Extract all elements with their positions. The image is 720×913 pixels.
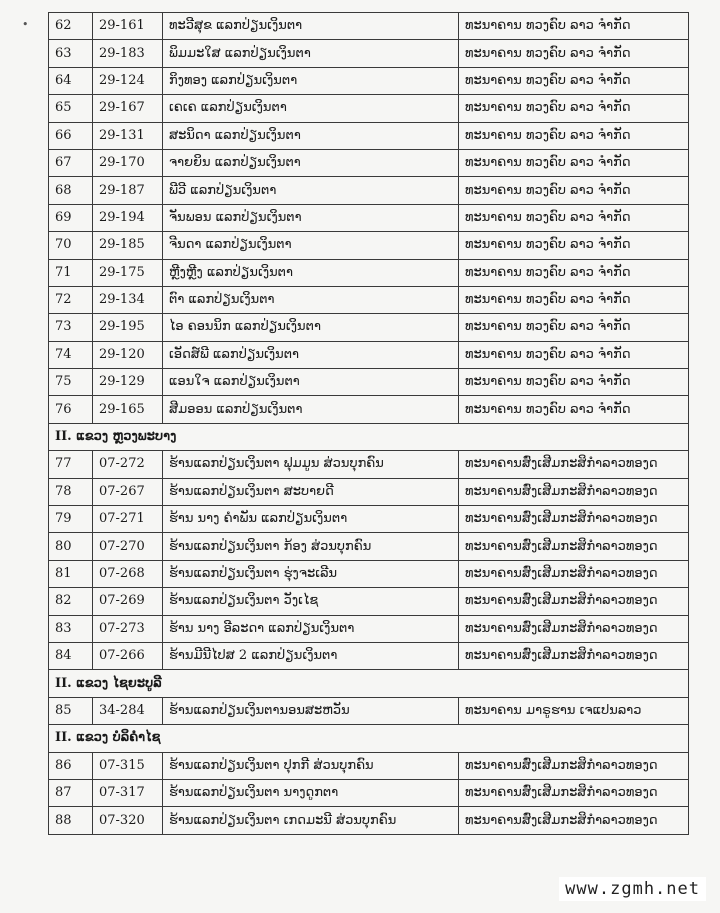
exchange-name: ຮ້ານ ນາງ ອີລະດາ ແລກປ່ຽນເງິນຕາ <box>163 615 459 642</box>
exchange-name: ພີວີ ແລກປ່ຽນເງິນຕາ <box>163 177 459 204</box>
exchange-name: ຮ້ານແລກປ່ຽນເງິນຕາ ວັງເໄຊ <box>163 588 459 615</box>
license-code: 07-317 <box>93 779 163 806</box>
section-row <box>49 725 689 752</box>
license-code: 29-167 <box>93 95 163 122</box>
row-number: 76 <box>49 396 93 423</box>
exchange-name: ເຄເຄ ແລກປ່ຽນເງິນຕາ <box>163 95 459 122</box>
exchange-name: ຮ້ານແລກປ່ຽນເງິນຕາ ປຸກກີ ສ່ວນບຸກຄົນ <box>163 752 459 779</box>
license-code: 34-284 <box>93 697 163 724</box>
bank-name: ທະນາຄານ ທວງຄົບ ລາວ ຈຳກັດ <box>459 259 689 286</box>
license-code: 07-315 <box>93 752 163 779</box>
row-number: 71 <box>49 259 93 286</box>
license-code: 29-183 <box>93 40 163 67</box>
license-code: 07-271 <box>93 506 163 533</box>
bank-name: ທະນາຄານສົ່ງເສີມກະສິກຳລາວທອງດ <box>459 451 689 478</box>
exchange-name: ຮ້ານມີນີໄປສ 2 ແລກປ່ຽນເງິນຕາ <box>163 642 459 669</box>
table-row <box>49 13 689 40</box>
bank-name: ທະນາຄານສົ່ງເສີມກະສິກຳລາວທອງດ <box>459 752 689 779</box>
bank-name: ທະນາຄານ ທວງຄົບ ລາວ ຈຳກັດ <box>459 177 689 204</box>
row-number: 68 <box>49 177 93 204</box>
section-row <box>49 670 689 697</box>
table-row <box>49 149 689 176</box>
bank-name: ທະນາຄານສົ່ງເສີມກະສິກຳລາວທອງດ <box>459 615 689 642</box>
bank-name: ທະນາຄານ ທວງຄົບ ລາວ ຈຳກັດ <box>459 149 689 176</box>
license-code: 07-272 <box>93 451 163 478</box>
bank-name: ທະນາຄານ ທວງຄົບ ລາວ ຈຳກັດ <box>459 67 689 94</box>
table-row <box>49 396 689 423</box>
license-code: 29-129 <box>93 369 163 396</box>
bank-name: ທະນາຄານສົ່ງເສີມກະສິກຳລາວທອງດ <box>459 506 689 533</box>
row-number: 72 <box>49 286 93 313</box>
license-code: 29-165 <box>93 396 163 423</box>
table-row <box>49 369 689 396</box>
bank-name: ທະນາຄານ ທວງຄົບ ລາວ ຈຳກັດ <box>459 122 689 149</box>
bank-name: ທະນາຄານ ທວງຄົບ ລາວ ຈຳກັດ <box>459 369 689 396</box>
table-row <box>49 95 689 122</box>
table-row <box>49 67 689 94</box>
section-heading: II. ແຂວງ ໄຊຍະບູລີ <box>49 670 689 697</box>
row-number: 70 <box>49 232 93 259</box>
license-code: 07-266 <box>93 642 163 669</box>
table-row <box>49 451 689 478</box>
row-number: 84 <box>49 642 93 669</box>
row-number: 63 <box>49 40 93 67</box>
bank-name: ທະນາຄານສົ່ງເສີມກະສິກຳລາວທອງດ <box>459 478 689 505</box>
table-row <box>49 560 689 587</box>
license-code: 07-273 <box>93 615 163 642</box>
site-watermark: www.zgmh.net <box>559 877 706 901</box>
exchange-name: ຮ້ານແລກປ່ຽນເງິນຕານອນສະຫວັນ <box>163 697 459 724</box>
bank-name: ທະນາຄານ ທວງຄົບ ລາວ ຈຳກັດ <box>459 95 689 122</box>
license-code: 29-187 <box>93 177 163 204</box>
row-number: 74 <box>49 341 93 368</box>
row-number: 65 <box>49 95 93 122</box>
bank-name: ທະນາຄານ ທວງຄົບ ລາວ ຈຳກັດ <box>459 232 689 259</box>
license-code: 07-269 <box>93 588 163 615</box>
table-row <box>49 533 689 560</box>
exchange-name: ໄອ ຄອນນິກ ແລກປ່ຽນເງິນຕາ <box>163 314 459 341</box>
license-code: 29-170 <box>93 149 163 176</box>
exchange-name: ຮ້ານ ນາງ ຄຳພັນ ແລກປ່ຽນເງິນຕາ <box>163 506 459 533</box>
license-code: 07-268 <box>93 560 163 587</box>
row-number: 80 <box>49 533 93 560</box>
license-code: 29-175 <box>93 259 163 286</box>
license-code: 29-134 <box>93 286 163 313</box>
table-row <box>49 341 689 368</box>
row-number: 78 <box>49 478 93 505</box>
row-number: 79 <box>49 506 93 533</box>
license-code: 07-267 <box>93 478 163 505</box>
bank-name: ທະນາຄານສົ່ງເສີມກະສິກຳລາວທອງດ <box>459 533 689 560</box>
table-body <box>49 13 689 835</box>
exchange-name: ກິງທອງ ແລກປ່ຽນເງິນຕາ <box>163 67 459 94</box>
row-number: 82 <box>49 588 93 615</box>
table-row <box>49 697 689 724</box>
exchange-name: ພິມມະໃສ ແລກປ່ຽນເງິນຕາ <box>163 40 459 67</box>
table-row <box>49 478 689 505</box>
bank-name: ທະນາຄານ ທວງຄົບ ລາວ ຈຳກັດ <box>459 13 689 40</box>
bank-name: ທະນາຄານສົ່ງເສີມກະສິກຳລາວທອງດ <box>459 560 689 587</box>
table-row <box>49 314 689 341</box>
bank-name: ທະນາຄານ ທວງຄົບ ລາວ ຈຳກັດ <box>459 314 689 341</box>
row-number: 67 <box>49 149 93 176</box>
bank-name: ທະນາຄານສົ່ງເສີມກະສິກຳລາວທອງດ <box>459 642 689 669</box>
table-row <box>49 588 689 615</box>
license-code: 29-161 <box>93 13 163 40</box>
license-code: 29-131 <box>93 122 163 149</box>
exchange-list-table <box>48 12 689 835</box>
table-row <box>49 752 689 779</box>
table-row <box>49 122 689 149</box>
table-row <box>49 779 689 806</box>
bank-name: ທະນາຄານ ທວງຄົບ ລາວ ຈຳກັດ <box>459 286 689 313</box>
table-row <box>49 204 689 231</box>
section-row <box>49 423 689 450</box>
exchange-name: ສີມອອນ ແລກປ່ຽນເງິນຕາ <box>163 396 459 423</box>
bank-name: ທະນາຄານສົ່ງເສີມກະສິກຳລາວທອງດ <box>459 807 689 834</box>
exchange-name: ທະວີສຸຂ ແລກປ່ຽນເງິນຕາ <box>163 13 459 40</box>
row-number: 85 <box>49 697 93 724</box>
license-code: 29-185 <box>93 232 163 259</box>
exchange-name: ຮ້ານແລກປ່ຽນເງິນຕາ ກ້ອງ ສ່ວນບຸກຄົນ <box>163 533 459 560</box>
row-number: 64 <box>49 67 93 94</box>
exchange-name: ຮ້ານແລກປ່ຽນເງິນຕາ ນາງດູກຕາ <box>163 779 459 806</box>
exchange-name: ຮ້ານແລກປ່ຽນເງິນຕາ ຮຸ່ງຈະເລີນ <box>163 560 459 587</box>
exchange-name: ສະນິດາ ແລກປ່ຽນເງິນຕາ <box>163 122 459 149</box>
row-number: 66 <box>49 122 93 149</box>
row-number: 69 <box>49 204 93 231</box>
row-number: 87 <box>49 779 93 806</box>
exchange-name: ຮ້ານແລກປ່ຽນເງິນຕາ ສະບາຍດີ <box>163 478 459 505</box>
bank-name: ທະນາຄານ ທວງຄົບ ລາວ ຈຳກັດ <box>459 40 689 67</box>
exchange-name: ຮ້ານແລກປ່ຽນເງິນຕາ ເກດມະນີ ສ່ວນບຸກຄົນ <box>163 807 459 834</box>
bank-name: ທະນາຄານສົ່ງເສີມກະສິກຳລາວທອງດ <box>459 779 689 806</box>
exchange-name: ແອນໃຈ ແລກປ່ຽນເງິນຕາ <box>163 369 459 396</box>
row-number: 62 <box>49 13 93 40</box>
license-code: 07-270 <box>93 533 163 560</box>
exchange-name: ຈີນດາ ແລກປ່ຽນເງິນຕາ <box>163 232 459 259</box>
license-code: 29-194 <box>93 204 163 231</box>
row-number: 86 <box>49 752 93 779</box>
license-code: 07-320 <box>93 807 163 834</box>
table-row <box>49 286 689 313</box>
table-row <box>49 615 689 642</box>
exchange-name: ຫຼີງຫຼີງ ແລກປ່ຽນເງິນຕາ <box>163 259 459 286</box>
exchange-name: ຕົາ ແລກປ່ຽນເງິນຕາ <box>163 286 459 313</box>
table-row <box>49 232 689 259</box>
license-code: 29-120 <box>93 341 163 368</box>
row-number: 81 <box>49 560 93 587</box>
table-row <box>49 40 689 67</box>
exchange-name: ຈັນພອນ ແລກປ່ຽນເງິນຕາ <box>163 204 459 231</box>
section-heading: II. ແຂວງ ບໍລິຄຳໄຊ <box>49 725 689 752</box>
row-number: 88 <box>49 807 93 834</box>
row-number: 75 <box>49 369 93 396</box>
exchange-name: ເອັດສ໌ພີ ແລກປ່ຽນເງິນຕາ <box>163 341 459 368</box>
table-row <box>49 642 689 669</box>
row-number: 73 <box>49 314 93 341</box>
bank-name: ທະນາຄານ ທວງຄົບ ລາວ ຈຳກັດ <box>459 341 689 368</box>
license-code: 29-195 <box>93 314 163 341</box>
exchange-name: ຈາຍຍິນ ແລກປ່ຽນເງິນຕາ <box>163 149 459 176</box>
page-bullet-mark: • <box>22 18 29 31</box>
bank-name: ທະນາຄານ ມາຣູຮານ ເຈແປນລາວ <box>459 697 689 724</box>
table-row <box>49 177 689 204</box>
section-heading: II. ແຂວງ ຫຼວງພະບາງ <box>49 423 689 450</box>
table-row <box>49 807 689 834</box>
license-code: 29-124 <box>93 67 163 94</box>
table-row <box>49 506 689 533</box>
bank-name: ທະນາຄານ ທວງຄົບ ລາວ ຈຳກັດ <box>459 396 689 423</box>
row-number: 83 <box>49 615 93 642</box>
exchange-name: ຮ້ານແລກປ່ຽນເງິນຕາ ຟຸມມູນ ສ່ວນບຸກຄົນ <box>163 451 459 478</box>
table-row <box>49 259 689 286</box>
bank-name: ທະນາຄານ ທວງຄົບ ລາວ ຈຳກັດ <box>459 204 689 231</box>
row-number: 77 <box>49 451 93 478</box>
bank-name: ທະນາຄານສົ່ງເສີມກະສິກຳລາວທອງດ <box>459 588 689 615</box>
